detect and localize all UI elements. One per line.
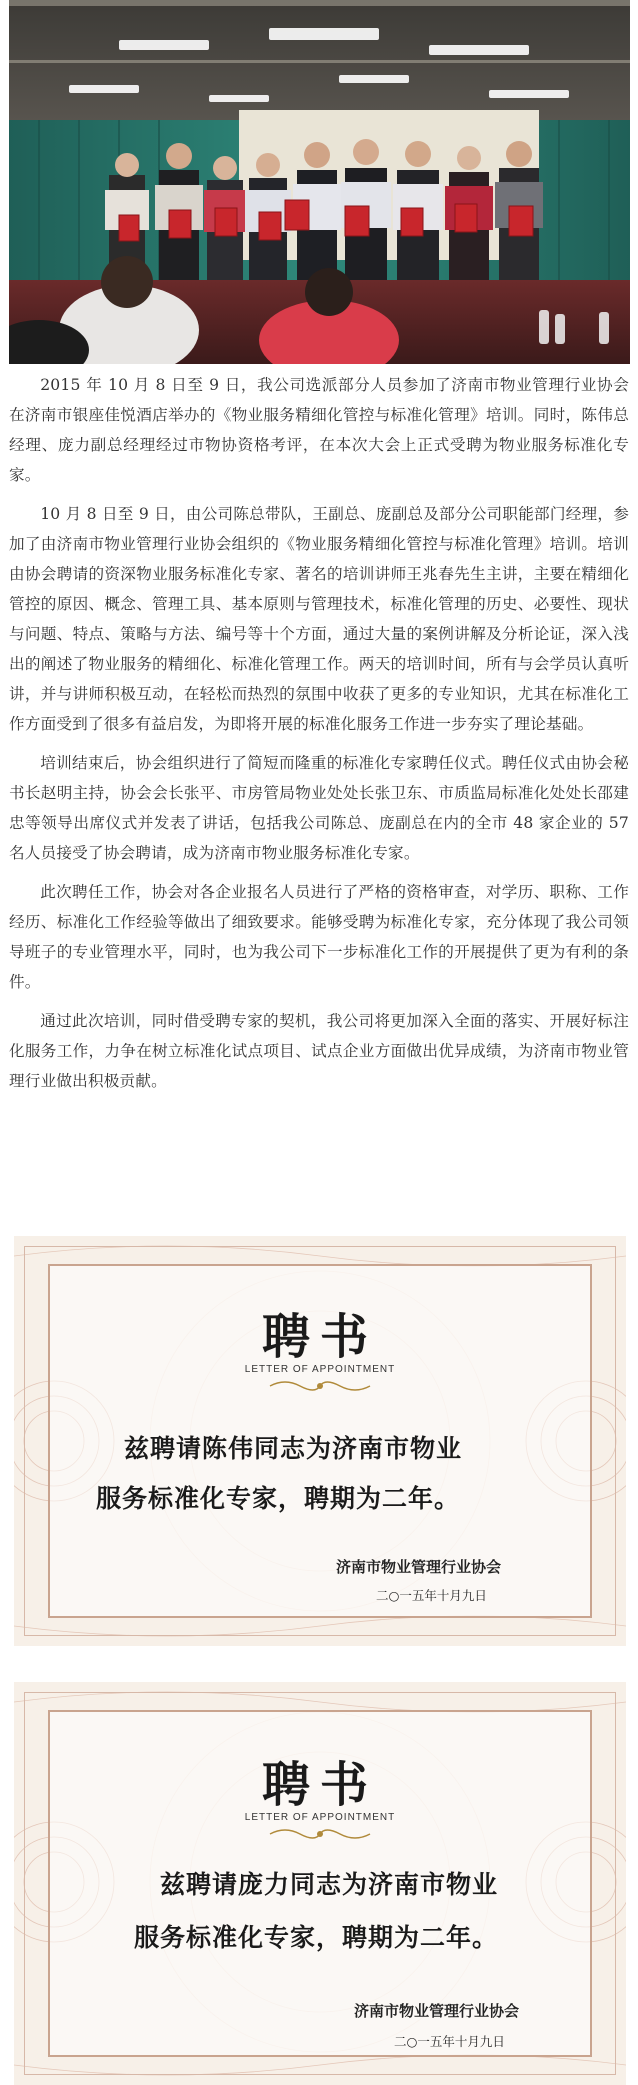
certificate-title: 聘书 [261, 1757, 378, 1813]
certificate-date: 二○一五年十月九日 [394, 2034, 505, 2049]
ceremony-photo [9, 0, 630, 364]
ceremony-photo-illustration [9, 0, 630, 364]
ornament-scroll-icon [265, 1826, 375, 1842]
article-paragraph-3: 培训结束后，协会组织进行了简短而隆重的标准化专家聘任仪式。聘任仪式由协会秘书长赵明主持，协会会长张平、市房管局物业处处长张卫东、市质监局标准化处处长邵建忠等领导出席仪式并发表了讲话，包括我公司陈总、庞副总在内的全市 48 家企业的 57 名人员接受了协会聘请，成为济南市物业服务标准化专家。 [9, 754, 629, 862]
article-paragraph-4: 此次聘任工作，协会对各企业报名人员进行了严格的资格审查，对学历、职称、工作经历、标准化工作经验等做出了细致要求。能够受聘为标准化专家，充分体现了我公司领导班子的专业管理水平，同时，也为我公司下一步标准化工作的开展提供了更为有利的条件。 [9, 883, 629, 991]
appointment-certificate-chen-wei [14, 1236, 626, 1646]
ornament-scroll-icon [265, 1378, 375, 1394]
article-paragraph-2: 10 月 8 日至 9 日，由公司陈总带队，王副总、庞副总及部分公司职能部门经理，参加了由济南市物业管理行业协会组织的《物业服务精细化管控与标准化管理》培训。培训由协会聘请的资深物业服务标准化专家、著名的培训讲师王兆春先生主讲，主要在精细化管控的原因、概念、管理工具、基本原则与管理技术，标准化管理的历史、必要性、现状与问题、特点、策略与方法、编号等十个方面，通过大量的案例讲解及分析论证，深入浅出的阐述了物业服务的精细化、标准化管理工作。两天的培训时间，所有与会学员认真听讲，并与讲师积极互动，在轻松而热烈的氛围中收获了更多的专业知识，尤其在标准化工作方面受到了很多有益启发，为即将开展的标准化服务工作进一步夯实了理论基础。 [9, 505, 629, 733]
appointment-certificate-pang-li [14, 1682, 626, 2085]
certificate-title: 聘书 [261, 1309, 378, 1365]
certificate-subtitle: LETTER OF APPOINTMENT [244, 1364, 396, 1375]
certificate-issuer: 济南市物业管理行业协会 [354, 2002, 520, 2020]
article-body [9, 370, 629, 1105]
certificate-date: 二○一五年十月九日 [376, 1588, 487, 1603]
certificate-text-line-2: 服务标准化专家，聘期为二年。 [134, 1923, 499, 1952]
article-paragraph-1: 2015 年 10 月 8 日至 9 日，我公司选派部分人员参加了济南市物业管理行业协会在济南市银座佳悦酒店举办的《物业服务精细化管控与标准化管理》培训。同时，陈伟总经理、庞力副总经理经过市物协资格考评，在本次大会上正式受聘为物业服务标准化专家。 [9, 376, 629, 484]
certificate-text-line-1: 兹聘请陈伟同志为济南市物业 [124, 1434, 463, 1463]
certificate-text-line-1: 兹聘请庞力同志为济南市物业 [160, 1870, 499, 1899]
certificate-text-line-2: 服务标准化专家，聘期为二年。 [96, 1484, 461, 1513]
certificate-subtitle: LETTER OF APPOINTMENT [244, 1812, 396, 1823]
article-paragraph-5: 通过此次培训，同时借受聘专家的契机，我公司将更加深入全面的落实、开展好标注化服务工作，力争在树立标准化试点项目、试点企业方面做出优异成绩，为济南市物业管理行业做出积极贡献。 [9, 1012, 629, 1090]
certificate-issuer: 济南市物业管理行业协会 [336, 1558, 502, 1576]
